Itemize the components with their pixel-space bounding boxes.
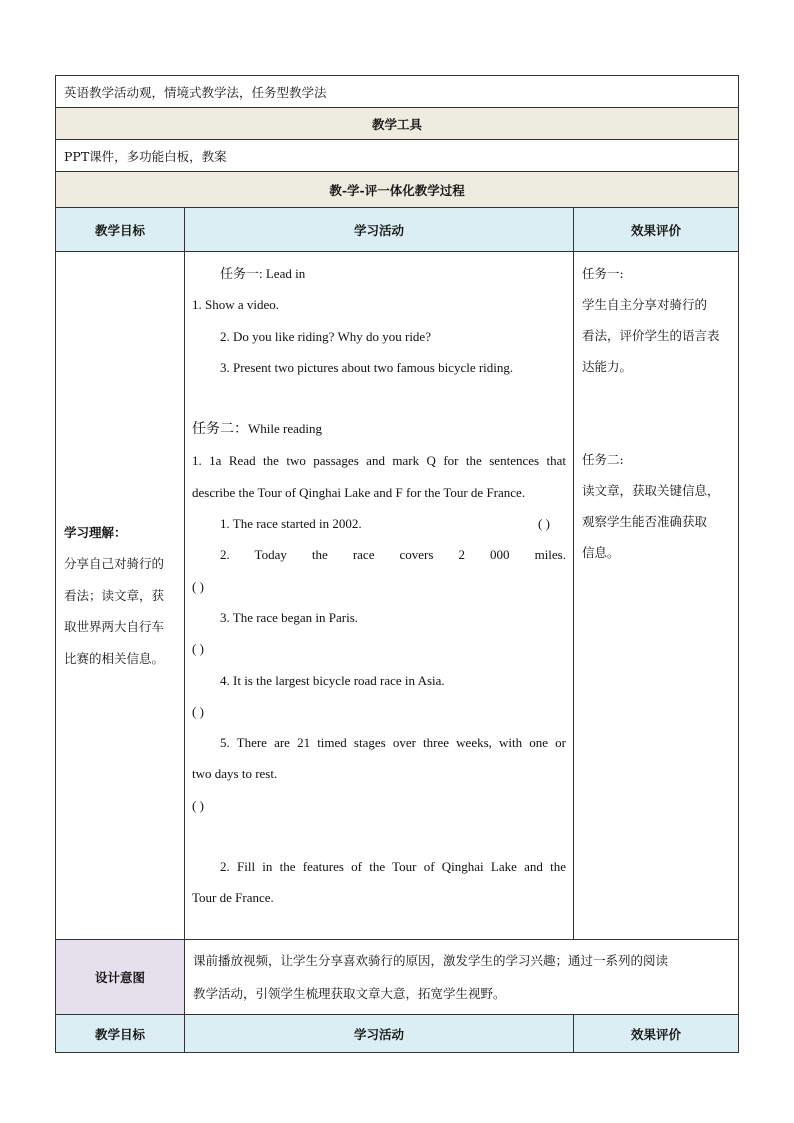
goal-line: 看法；读文章，获 — [64, 587, 165, 603]
column-activity-2: 学习活动 — [185, 1015, 574, 1053]
teaching-methods: 英语教学活动观，情境式教学法，任务型教学法 — [56, 76, 739, 108]
task1-item1: 1. Show a video. — [192, 297, 280, 313]
goal-title: 学习理解： — [64, 524, 127, 540]
activities-cell — [185, 252, 574, 940]
spacer — [192, 821, 566, 851]
process-header-row — [56, 172, 739, 208]
sentence-1 — [192, 508, 566, 539]
answer-blank-2: ( ) — [192, 578, 204, 594]
design-intent-label: 设计意图 — [56, 940, 185, 1015]
teaching-tools: PPT课件，多功能白板，教案 — [56, 140, 739, 172]
eval-line: 看法，评价学生的语言表 — [582, 328, 720, 343]
sentence-5-line2: two days to rest. — [192, 766, 278, 782]
intent-line-2: 教学活动，引领学生梳理获取文章大意，拓宽学生视野。 — [193, 986, 506, 1001]
column-goal: 教学目标 — [56, 208, 185, 252]
sentence-2: 2. Today the race covers 2 000 miles. — [220, 547, 566, 563]
task2-title — [192, 413, 566, 445]
goal-line: 分享自己对骑行的 — [64, 556, 165, 572]
task2-item1-line1: 1. 1a Read the two passages and mark Q for the sentences that — [192, 453, 566, 469]
methods-row — [56, 76, 739, 108]
teaching-tools-header: 教学工具 — [56, 108, 739, 140]
spacer — [582, 382, 732, 444]
task1-title: 任务一: Lead in — [220, 266, 306, 281]
spacer — [192, 383, 566, 413]
task1-item2: 2. Do you like riding? Why do you ride? — [220, 328, 431, 344]
task2-label: 任务二： — [192, 422, 248, 438]
eval-line: 学生自主分享对骑行的 — [582, 297, 708, 312]
column-evaluation: 效果评价 — [574, 208, 739, 252]
intent-line-1: 课前播放视频，让学生分享喜欢骑行的原因，激发学生的学习兴趣；通过一系列的阅读 — [193, 953, 669, 968]
task2-item1-line2: describe the Tour of Qinghai Lake and F for the Tour de France. — [192, 484, 526, 500]
column-header-row-2 — [56, 1015, 739, 1053]
answer-blank-3: ( ) — [192, 641, 204, 657]
design-intent-text — [185, 940, 739, 1015]
sentence-4: 4. It is the largest bicycle road race in Asia. — [220, 672, 445, 688]
goal-cell — [56, 252, 185, 940]
answer-blank-4: ( ) — [192, 703, 204, 719]
evaluation-cell — [574, 252, 739, 940]
eval-line: 读文章，获取关键信息， — [582, 483, 720, 498]
process-header: 教-学-评一体化教学过程 — [56, 172, 739, 208]
column-evaluation-2: 效果评价 — [574, 1015, 739, 1053]
column-activity: 学习活动 — [185, 208, 574, 252]
eval-task2-label: 任务二: — [582, 452, 624, 467]
eval-line: 信息。 — [582, 545, 620, 560]
sentence-5-line1: 5. There are 21 timed stages over three weeks, with one or — [220, 735, 566, 751]
answer-blank-1: ( ) — [538, 516, 550, 532]
task2-item2-line2: Tour de France. — [192, 890, 274, 906]
tools-header-row — [56, 108, 739, 140]
eval-line: 观察学生能否准确获取 — [582, 514, 708, 529]
task2-name: While reading — [248, 421, 322, 437]
answer-blank-5: ( ) — [192, 797, 204, 813]
goal-line: 取世界两大自行车 — [64, 619, 165, 635]
sentence-1-text: 1. The race started in 2002. — [220, 516, 362, 532]
goal-line: 比赛的相关信息。 — [64, 650, 165, 666]
tools-row — [56, 140, 739, 172]
lesson-plan-table — [55, 75, 739, 1053]
task1-item3: 3. Present two pictures about two famous bicycle riding. — [220, 359, 514, 375]
sentence-3: 3. The race began in Paris. — [220, 609, 359, 625]
content-row — [56, 252, 739, 940]
intent-row — [56, 940, 739, 1015]
eval-task1-label: 任务一: — [582, 266, 624, 281]
eval-line: 达能力。 — [582, 359, 633, 374]
task2-item2-line1: 2. Fill in the features of the Tour of Qinghai Lake and the — [220, 859, 566, 875]
column-header-row — [56, 208, 739, 252]
column-goal-2: 教学目标 — [56, 1015, 185, 1053]
